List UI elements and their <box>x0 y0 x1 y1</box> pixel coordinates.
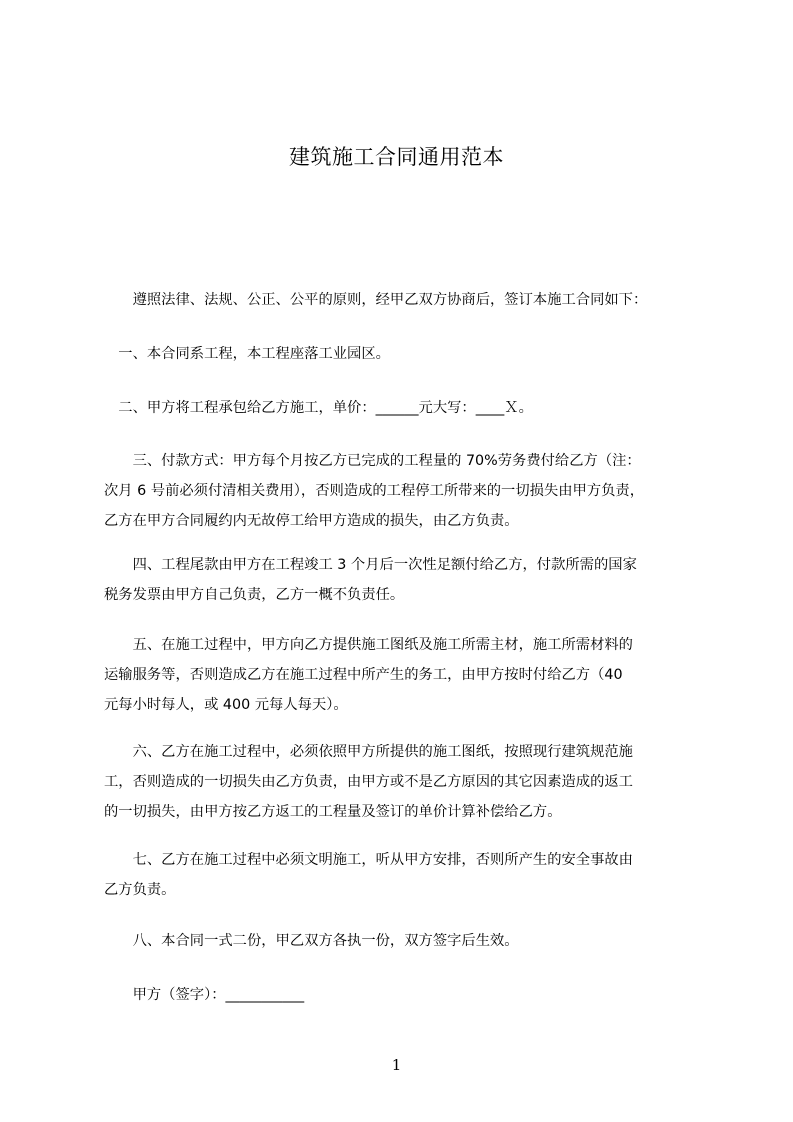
page-number: 1 <box>391 1056 402 1074</box>
text-line: 二、甲方将工程承包给乙方施工，单价：______元大写：____Ｘ。 <box>104 400 533 416</box>
text-line: 次月 6 号前必须付清相关费用），否则造成的工程停工所带来的一切损失由甲方负责， <box>104 483 645 499</box>
clause-2-paragraph <box>104 393 704 423</box>
text-line: 运输服务等，否则造成乙方在施工过程中所产生的务工，由甲方按时付给乙方（40 <box>104 667 623 683</box>
text-line: 乙方负责。 <box>104 882 176 898</box>
intro-paragraph <box>104 285 704 315</box>
text-line: 八、本合同一式二份，甲乙双方各执一份，双方签字后生效。 <box>104 933 519 949</box>
text-line: 乙方在甲方合同履约内无故停工给甲方造成的损失，由乙方负责。 <box>104 513 519 529</box>
clause-3-paragraph <box>104 446 704 536</box>
clause-1-paragraph <box>104 339 704 369</box>
document-title: 建筑施工合同通用范本 <box>289 145 504 169</box>
clause-8-paragraph <box>104 926 704 956</box>
text-line: 六、乙方在施工过程中，必须依照甲方所提供的施工图纸，按照现行建筑规范施 <box>104 744 633 760</box>
signature-line-party-a <box>104 980 704 1010</box>
clause-4-paragraph <box>104 550 704 610</box>
text-line: 元每小时每人，或 400 元每人每天）。 <box>104 697 348 713</box>
text-line: 五、在施工过程中，甲方向乙方提供施工图纸及施工所需主材，施工所需材料的 <box>104 637 633 653</box>
text-line: 四、工程尾款由甲方在工程竣工 3 个月后一次性足额付给乙方，付款所需的国家 <box>104 557 637 573</box>
clause-6-paragraph <box>104 737 704 827</box>
text-line: 税务发票由甲方自己负责，乙方一概不负责任。 <box>104 587 405 603</box>
text-line: 的一切损失，由甲方按乙方返工的工程量及签订的单价计算补偿给乙方。 <box>104 804 562 820</box>
text-line: 一、本合同系工程，本工程座落工业园区。 <box>104 346 390 362</box>
text-line: 遵照法律、法规、公正、公平的原则，经甲乙双方协商后，签订本施工合同如下： <box>104 292 648 308</box>
text-line: 三、付款方式：甲方每个月按乙方已完成的工程量的 70%劳务费付给乙方（注： <box>104 453 641 469</box>
clause-5-paragraph <box>104 630 704 720</box>
clause-7-paragraph <box>104 845 704 905</box>
text-line: 工，否则造成的一切损失由乙方负责，由甲方或不是乙方原因的其它因素造成的返工 <box>104 774 633 790</box>
text-line: 七、乙方在施工过程中必须文明施工，听从甲方安排，否则所产生的安全事故由 <box>104 852 633 868</box>
text-line: 甲方（签字）：___________ <box>104 987 305 1003</box>
